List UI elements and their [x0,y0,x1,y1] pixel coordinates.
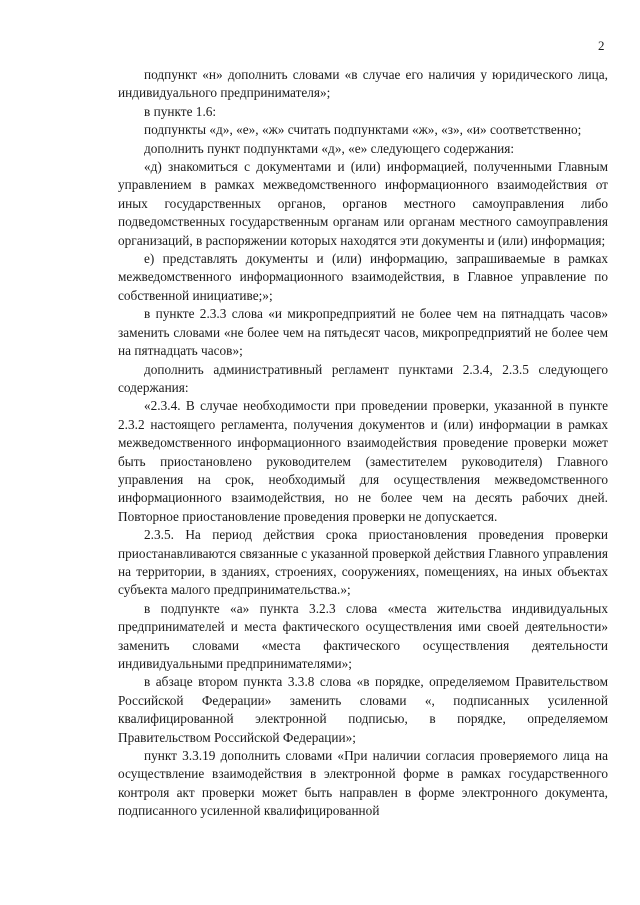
paragraph: дополнить пункт подпунктами «д», «е» следующего содержания: [144,140,515,156]
paragraph: в пункте 1.6: [144,103,217,119]
paragraph: е) представлять документы и (или) информацию, запрашиваемые в рамках межведомственного информационного взаимодействия, в Главное управление по собственной инициативе;»; [118,251,608,303]
paragraph: пункт 3.3.19 дополнить словами «При наличии согласия проверяемого лица на осуществление взаимодействия в электронной форме в рамках государственного контроля акт проверки может быть направлен в форме электронного документа, подписанного усиленной квалифицированной [118,748,608,819]
paragraph: в абзаце втором пункта 3.3.8 слова «в порядке, определяемом Правительством Российской Федерации» заменить словами «, подписанных усиленной квалифицированной электронной подписью, в порядке, определяемом Правительством Российской Федерации»; [118,674,608,745]
document-body [118,66,608,821]
paragraph: «2.3.4. В случае необходимости при проведении проверки, указанной в пункте 2.3.2 настоящего регламента, получения документов и (или) информации в рамках межведомственного информационного взаимодействия проведение проверки может быть приостановлено руководителем (заместителем руководителя) Главного управления на срок, необходимый для осуществления межведомственного информационного взаимодействия, но не более чем на десять рабочих дней. Повторное приостановление проведения проверки не допускается. [118,398,608,524]
paragraph: подпункт «н» дополнить словами «в случае его наличия у юридического лица, индивидуального предпринимателя»; [118,67,608,101]
page-number: 2 [598,38,605,53]
paragraph: дополнить административный регламент пунктами 2.3.4, 2.3.5 следующего содержания: [118,361,608,395]
paragraph: «д) знакомиться с документами и (или) информацией, полученными Главным управлением в рамках межведомственного информационного взаимодействия от иных государственных органов, органов местного самоуправления либо подведомственных государственным органам или органам местного самоуправления организаций, в распоряжении которых находятся эти документы и (или) информация; [118,159,608,248]
paragraph: подпункты «д», «е», «ж» считать подпунктами «ж», «з», «и» соответственно; [144,122,582,138]
paragraph: в подпункте «а» пункта 3.2.3 слова «места жительства индивидуальных предпринимателей и места фактического осуществления ими своей деятельности» заменить словами «места фактического осуществления деятельности индивидуальными предпринимателями»; [118,600,608,671]
paragraph: 2.3.5. На период действия срока приостановления проведения проверки приостанавливаются связанные с указанной проверкой действия Главного управления на территории, в зданиях, строениях, сооружениях, помещениях, на иных объектах субъекта малого предпринимательства.»; [118,527,608,598]
paragraph: в пункте 2.3.3 слова «и микропредприятий не более чем на пятнадцать часов» заменить словами «не более чем на пятьдесят часов, микропредприятий не более чем на пятнадцать часов»; [118,306,608,359]
